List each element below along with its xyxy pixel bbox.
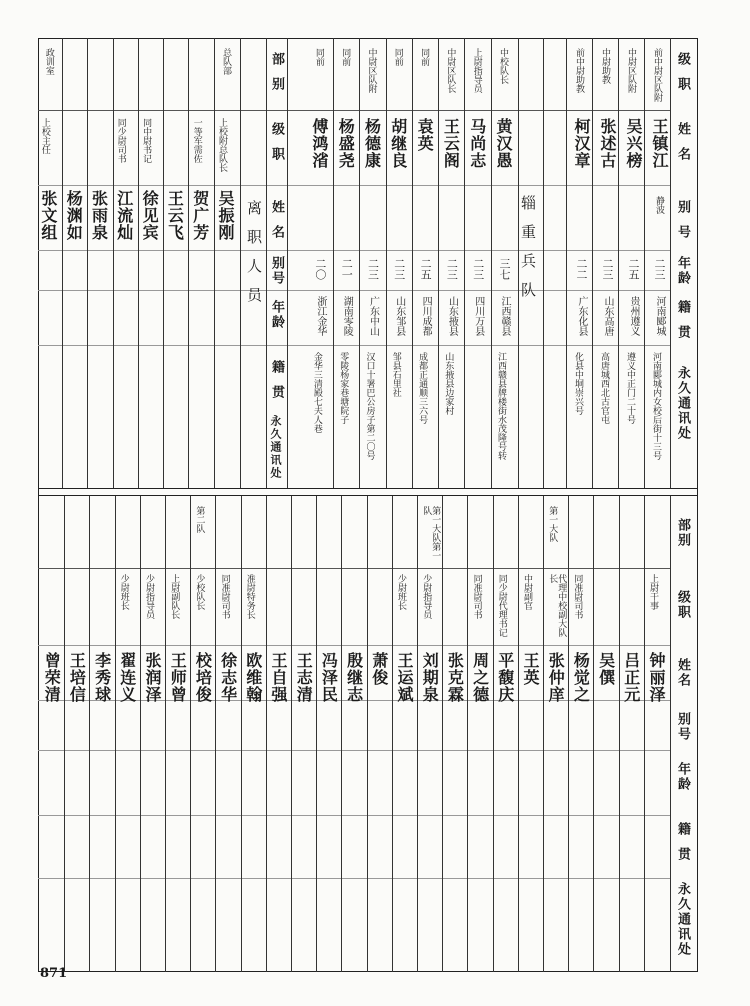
header-contact-mid: 永久通讯处 (269, 415, 282, 480)
column-rule (165, 496, 166, 972)
native-cell: 山东高唐 (602, 296, 613, 336)
rank-cell: 中尉区队附 (366, 48, 377, 93)
header-native-bottom: 籍贯 (675, 822, 690, 872)
header-rank: 级职 (675, 52, 690, 102)
rank-cell: 中尉副官 (522, 574, 532, 610)
column-rule (644, 38, 645, 488)
header-age-bottom: 年龄 (675, 762, 690, 792)
header-rank-mid: 级职 (269, 122, 284, 172)
header-age-mid: 年龄 (269, 300, 284, 330)
contact-cell: 高唐城西北古官屯 (599, 352, 609, 424)
header-name-mid: 姓名 (269, 200, 284, 250)
column-rule (592, 38, 593, 488)
rank-cell: 上尉干事 (648, 574, 658, 610)
contact-cell: 零陵杨家巷塘院子 (338, 352, 349, 424)
rank-cell: 少尉指导员 (144, 574, 154, 619)
name-cell: 柯汉章 (572, 118, 591, 169)
row-rule (38, 750, 670, 751)
name-cell: 杨德康 (362, 118, 382, 169)
column-rule (333, 38, 334, 488)
age-cell: 二三 (601, 258, 614, 280)
native-cell: 河南郾城 (654, 296, 665, 336)
row-rule (38, 185, 670, 186)
row-rule (38, 250, 670, 251)
name-cell: 张雨泉 (89, 190, 109, 241)
name-cell: 贺广芳 (190, 190, 210, 241)
column-rule (62, 38, 63, 488)
contact-cell: 金华三清殿七夫人巷 (311, 352, 322, 433)
header-rule (266, 38, 267, 488)
column-rule (543, 496, 544, 972)
column-rule (115, 496, 116, 972)
rank-cell: 少尉班长 (396, 574, 406, 610)
rank-cell: 同中尉书记 (141, 118, 152, 163)
name-cell: 殷继志 (344, 652, 364, 703)
column-rule (442, 496, 443, 972)
unit-cell: 总队部 (221, 48, 231, 75)
name-cell: 冯泽民 (319, 652, 339, 703)
name-cell: 张文组 (38, 190, 58, 241)
name-cell: 李秀球 (92, 652, 112, 703)
name-cell: 傅鸿渻 (309, 118, 329, 169)
name-cell: 杨觉之 (571, 652, 591, 703)
name-cell: 王师曾 (168, 652, 188, 703)
header-rule (670, 496, 671, 972)
row-rule (38, 645, 670, 646)
native-cell: 山东邹县 (393, 296, 405, 336)
name-cell: 王英 (521, 652, 540, 686)
native-cell: 山东掖县 (446, 296, 458, 336)
column-rule (518, 496, 519, 972)
name-cell: 欧维翰 (243, 652, 263, 703)
header-contact-bottom: 永久通讯处 (675, 882, 690, 957)
rank-cell: 少尉班长 (118, 574, 129, 610)
name-cell: 曾荣清 (42, 652, 62, 703)
row-rule (38, 345, 670, 346)
column-rule (113, 38, 114, 488)
header-age: 年龄 (675, 256, 690, 286)
row-rule (38, 568, 670, 569)
header-unit-mid: 部别 (269, 52, 284, 102)
header-name-bottom: 姓名 (675, 658, 690, 688)
contact-cell: 成都正通顺三六号 (417, 352, 428, 424)
contact-cell: 汉口十署巴公房子第二〇号 (364, 352, 375, 460)
column-rule (392, 496, 393, 972)
column-rule (568, 496, 569, 972)
name-cell: 王培信 (67, 652, 87, 703)
contact-cell: 遵义中正门二十号 (625, 352, 635, 424)
rank-cell: 一等军需佐 (191, 118, 202, 163)
column-rule (467, 496, 468, 972)
column-rule (543, 38, 544, 488)
header-rule (670, 38, 671, 488)
column-rule (493, 496, 494, 972)
rank-cell: 上校附总队长 (217, 118, 227, 172)
column-rule (287, 38, 288, 488)
rank-cell: 同准尉司书 (572, 574, 583, 619)
rank-cell: 中尉助教 (600, 48, 610, 84)
rank-cell: 代理中校副大队长 (547, 574, 567, 637)
rank-cell: 同准尉司书 (471, 574, 482, 619)
age-cell: 二五 (419, 258, 433, 280)
rank-cell: 同少尉司书 (115, 118, 126, 163)
name-cell: 杨渊如 (64, 190, 84, 241)
contact-cell: 山东掖县边家村 (443, 352, 454, 415)
column-rule (491, 38, 492, 488)
name-cell: 萧俊 (369, 652, 389, 686)
name-cell: 徐见宾 (140, 190, 160, 241)
row-rule (38, 878, 670, 879)
name-cell: 王志清 (294, 652, 314, 703)
column-rule (87, 38, 88, 488)
age-cell: 二三 (445, 258, 459, 280)
name-cell: 马尚志 (467, 118, 487, 169)
name-cell: 吴振刚 (216, 190, 235, 241)
native-cell: 湖南零陵 (341, 296, 353, 336)
rank-cell: 上校主任 (39, 118, 50, 154)
section-divider (38, 488, 698, 496)
rank-cell: 上尉副队长 (169, 574, 180, 619)
column-rule (341, 496, 342, 972)
name-cell: 张润泽 (143, 652, 162, 703)
name-cell: 吴兴榜 (624, 118, 643, 169)
native-cell: 贵州遵义 (628, 296, 639, 336)
row-rule (38, 815, 670, 816)
name-cell: 江流灿 (114, 190, 134, 241)
name-cell: 徐志华 (218, 652, 238, 703)
name-cell: 杨盛尧 (336, 118, 356, 169)
column-rule (464, 38, 465, 488)
column-rule (240, 38, 241, 488)
rank-cell: 同前 (392, 48, 403, 66)
column-rule (359, 38, 360, 488)
section-baggage-team: 辎重兵队 (519, 195, 537, 311)
column-rule (417, 496, 418, 972)
column-rule (64, 496, 65, 972)
column-rule (163, 38, 164, 488)
rank-cell: 少尉指导员 (421, 574, 432, 619)
age-cell: 二一 (340, 258, 354, 280)
rank-cell: 准尉特务长 (244, 574, 255, 619)
column-rule (593, 496, 594, 972)
native-cell: 江西赣县 (499, 296, 510, 336)
rank-cell: 同前 (340, 48, 351, 66)
rank-cell: 同少尉代理书记 (496, 574, 507, 637)
column-rule (241, 496, 242, 972)
column-rule (644, 496, 645, 972)
name-cell: 张克霖 (445, 652, 465, 703)
column-rule (386, 38, 387, 488)
name-cell: 王自强 (269, 652, 288, 703)
name-cell: 平馥庆 (495, 652, 515, 703)
name-cell: 翟连义 (117, 652, 137, 703)
rank-cell: 同前 (313, 48, 324, 66)
rank-cell: 中校队长 (498, 48, 508, 84)
age-cell: 二二 (575, 258, 588, 280)
name-cell: 王云飞 (165, 190, 185, 241)
column-rule (518, 38, 519, 488)
column-rule (412, 38, 413, 488)
native-cell: 广东中山 (367, 296, 379, 336)
column-rule (316, 496, 317, 972)
header-contact: 永久通讯处 (675, 366, 690, 441)
age-cell: 三七 (498, 258, 511, 280)
column-rule (266, 496, 267, 972)
name-cell: 吕正元 (621, 652, 641, 703)
name-cell: 袁英 (415, 118, 435, 152)
unit-cell: 第二队 (194, 506, 205, 533)
column-rule (215, 496, 216, 972)
name-cell: 校培俊 (193, 652, 213, 703)
header-unit-bottom: 部别 (675, 518, 690, 548)
alias-cell: 静波 (654, 196, 664, 214)
unit-cell: 第一大队 (547, 506, 558, 542)
header-alias-mid: 别号 (269, 256, 284, 286)
contact-cell: 化县中垌崇兴号 (573, 352, 583, 415)
age-cell: 二三 (366, 258, 380, 280)
native-cell: 广东化县 (576, 296, 587, 336)
name-cell: 张仲庠 (546, 652, 566, 703)
name-cell: 王云阁 (441, 118, 461, 169)
name-cell: 张述古 (598, 118, 617, 169)
column-rule (89, 496, 90, 972)
contact-cell: 邹县石里社 (390, 352, 401, 397)
name-cell: 黄汉愚 (494, 118, 513, 169)
name-cell: 王运斌 (395, 652, 414, 703)
header-name: 姓名 (675, 122, 690, 172)
header-native: 籍贯 (675, 300, 690, 350)
rank-cell: 中尉区队附 (626, 48, 636, 93)
age-cell: 二三 (392, 258, 406, 280)
row-rule (38, 110, 670, 111)
age-cell: 二〇 (313, 258, 327, 280)
column-rule (138, 38, 139, 488)
column-rule (619, 496, 620, 972)
name-cell: 胡继良 (388, 118, 408, 169)
name-cell: 吴僎 (596, 652, 616, 686)
header-native-mid: 籍贯 (269, 360, 284, 410)
unit-cell: 第一大队第一队 (421, 506, 441, 560)
column-rule (190, 496, 191, 972)
column-rule (566, 38, 567, 488)
name-cell: 王镇江 (650, 118, 669, 169)
name-cell: 刘期泉 (420, 652, 440, 703)
page-number: 871 (40, 966, 68, 981)
contact-cell: 河南郾城内女校后街十三号 (651, 352, 661, 460)
column-rule (367, 496, 368, 972)
contact-cell: 江西赣县牌楼街水茂隆号转 (496, 352, 506, 460)
rank-cell: 上尉指导员 (471, 48, 482, 93)
name-cell: 钟丽泽 (647, 652, 666, 703)
age-cell: 二五 (627, 258, 640, 280)
rank-cell: 前中尉区队附 (652, 48, 662, 102)
section-departed: 离职人员 (245, 200, 263, 316)
column-rule (291, 496, 292, 972)
rank-cell: 同准尉司书 (219, 574, 230, 619)
column-rule (438, 38, 439, 488)
column-rule (214, 38, 215, 488)
name-cell: 周之德 (470, 652, 490, 703)
rank-cell: 中尉区队长 (445, 48, 456, 93)
column-rule (140, 496, 141, 972)
header-rank-bottom: 级职 (675, 590, 690, 620)
rank-cell: 少校队长 (194, 574, 205, 610)
native-cell: 浙江金华 (314, 296, 326, 336)
header-alias: 别号 (675, 200, 690, 250)
column-rule (188, 38, 189, 488)
unit-cell: 政训室 (43, 48, 54, 75)
row-rule (38, 290, 670, 291)
age-cell: 二三 (653, 258, 666, 280)
rank-cell: 前中尉助教 (574, 48, 584, 93)
age-cell: 二三 (471, 258, 485, 280)
native-cell: 四川成都 (420, 296, 432, 336)
column-rule (618, 38, 619, 488)
header-alias-bottom: 别号 (675, 712, 690, 742)
rank-cell: 同前 (419, 48, 430, 66)
native-cell: 四川万县 (472, 296, 484, 336)
